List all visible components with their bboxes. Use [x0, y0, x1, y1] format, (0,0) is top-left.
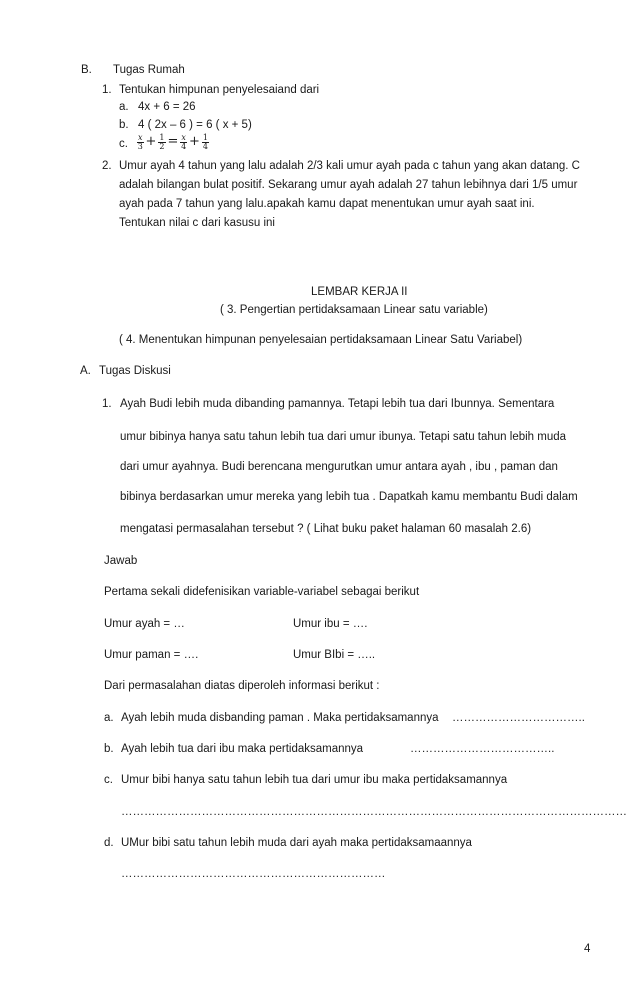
- item-a-label: a.: [104, 712, 114, 724]
- fraction: $\frac{1}{4}$: [202, 132, 208, 151]
- item-b-answer-blank[interactable]: ………………………………..: [410, 743, 555, 755]
- item-c-label: c.: [104, 774, 113, 786]
- info-intro: Dari permasalahan diatas diperoleh informasi berikut :: [104, 680, 380, 692]
- item-d-text: UMur bibi satu tahun lebih muda dari ayah maka pertidaksamaannya: [121, 837, 472, 849]
- q2-line-2: adalah bilangan bulat positif. Sekarang umur ayah adalah 27 tahun lebihnya dari 1/5 umur: [119, 179, 578, 191]
- q2-line-4: Tentukan nilai c dari kasusu ini: [119, 217, 275, 229]
- discussion-line-5: mengatasi permasalahan tersebut ? ( Lihat buku paket halaman 60 masalah 2.6): [120, 523, 532, 535]
- q1-b-text: 4 ( 2x – 6 ) = 6 ( x + 5): [138, 119, 252, 131]
- item-a-text: Ayah lebih muda disbanding paman . Maka pertidaksamannya: [121, 712, 439, 724]
- discussion-line-3: dari umur ayahnya. Budi berencana mengurutkan umur antara ayah , ibu , paman dan: [120, 461, 558, 473]
- var-ayah: Umur ayah = …: [104, 618, 185, 630]
- discussion-line-1: Ayah Budi lebih muda dibanding pamannya. Tetapi lebih tua dari Ibunnya. Sementara: [120, 398, 555, 410]
- item-a-answer-blank[interactable]: ……………………………..: [452, 712, 585, 724]
- page-number: 4: [584, 943, 591, 955]
- q1-text: Tentukan himpunan penyelesaiand dari: [119, 84, 320, 96]
- worksheet-title: LEMBAR KERJA II: [311, 286, 408, 298]
- section-a-heading: Tugas Diskusi: [99, 365, 171, 377]
- discussion-q1-number: 1.: [102, 398, 112, 410]
- section-b-marker: B.: [81, 64, 92, 76]
- q2-number: 2.: [102, 160, 112, 172]
- q1-b-label: b.: [119, 119, 129, 131]
- section-b-heading: Tugas Rumah: [113, 64, 185, 76]
- answer-label: Jawab: [104, 555, 138, 567]
- fraction: $\frac{1}{2}$: [159, 132, 165, 151]
- fraction: $\frac{x}{3}$: [137, 132, 143, 151]
- q1-a-text: 4x + 6 = 26: [138, 101, 196, 113]
- item-c-answer-blank[interactable]: ……………………………………………………………………………………………………………………: [121, 806, 627, 818]
- var-paman: Umur paman = ….: [104, 649, 199, 661]
- item-b-text: Ayah lebih tua dari ibu maka pertidaksamannya: [121, 743, 364, 755]
- discussion-line-4: bibinya berdasarkan umur mereka yang lebih tua . Dapatkah kamu membantu Budi dalam: [120, 491, 578, 503]
- worksheet-subtitle-4: ( 4. Menentukan himpunan penyelesaian pertidaksamaan Linear Satu Variabel): [119, 334, 523, 346]
- item-b-label: b.: [104, 743, 114, 755]
- q1-number: 1.: [102, 84, 112, 96]
- q1-c-label: c.: [119, 138, 128, 150]
- q1-a-label: a.: [119, 101, 129, 113]
- item-d-label: d.: [104, 837, 114, 849]
- worksheet-subtitle-3: ( 3. Pengertian pertidaksamaan Linear satu variable): [220, 304, 488, 316]
- answer-intro: Pertama sekali didefenisikan variable-variabel sebagai berikut: [104, 586, 420, 598]
- discussion-line-2: umur bibinya hanya satu tahun lebih tua dari umur ibunya. Tetapi satu tahun lebih muda: [120, 431, 567, 443]
- item-c-text: Umur bibi hanya satu tahun lebih tua dari umur ibu maka pertidaksamannya: [121, 774, 508, 786]
- q1-c-equation: $\frac{x}{3}$ + $\frac{1}{2}$ = $\frac{x}{4}$ + $\frac{1}{4}$: [137, 132, 208, 151]
- q2-line-3: ayah pada 7 tahun yang lalu.apakah kamu dapat menentukan umur ayah saat ini.: [119, 198, 535, 210]
- var-bibi: Umur BIbi = …..: [293, 649, 376, 661]
- fraction: $\frac{x}{4}$: [181, 132, 187, 151]
- section-a-marker: A.: [80, 365, 91, 377]
- var-ibu: Umur ibu = ….: [293, 618, 368, 630]
- q2-line-1: Umur ayah 4 tahun yang lalu adalah 2/3 kali umur ayah pada c tahun yang akan datang. C: [119, 160, 580, 172]
- item-d-answer-blank[interactable]: ……………………………………………………………: [121, 868, 386, 880]
